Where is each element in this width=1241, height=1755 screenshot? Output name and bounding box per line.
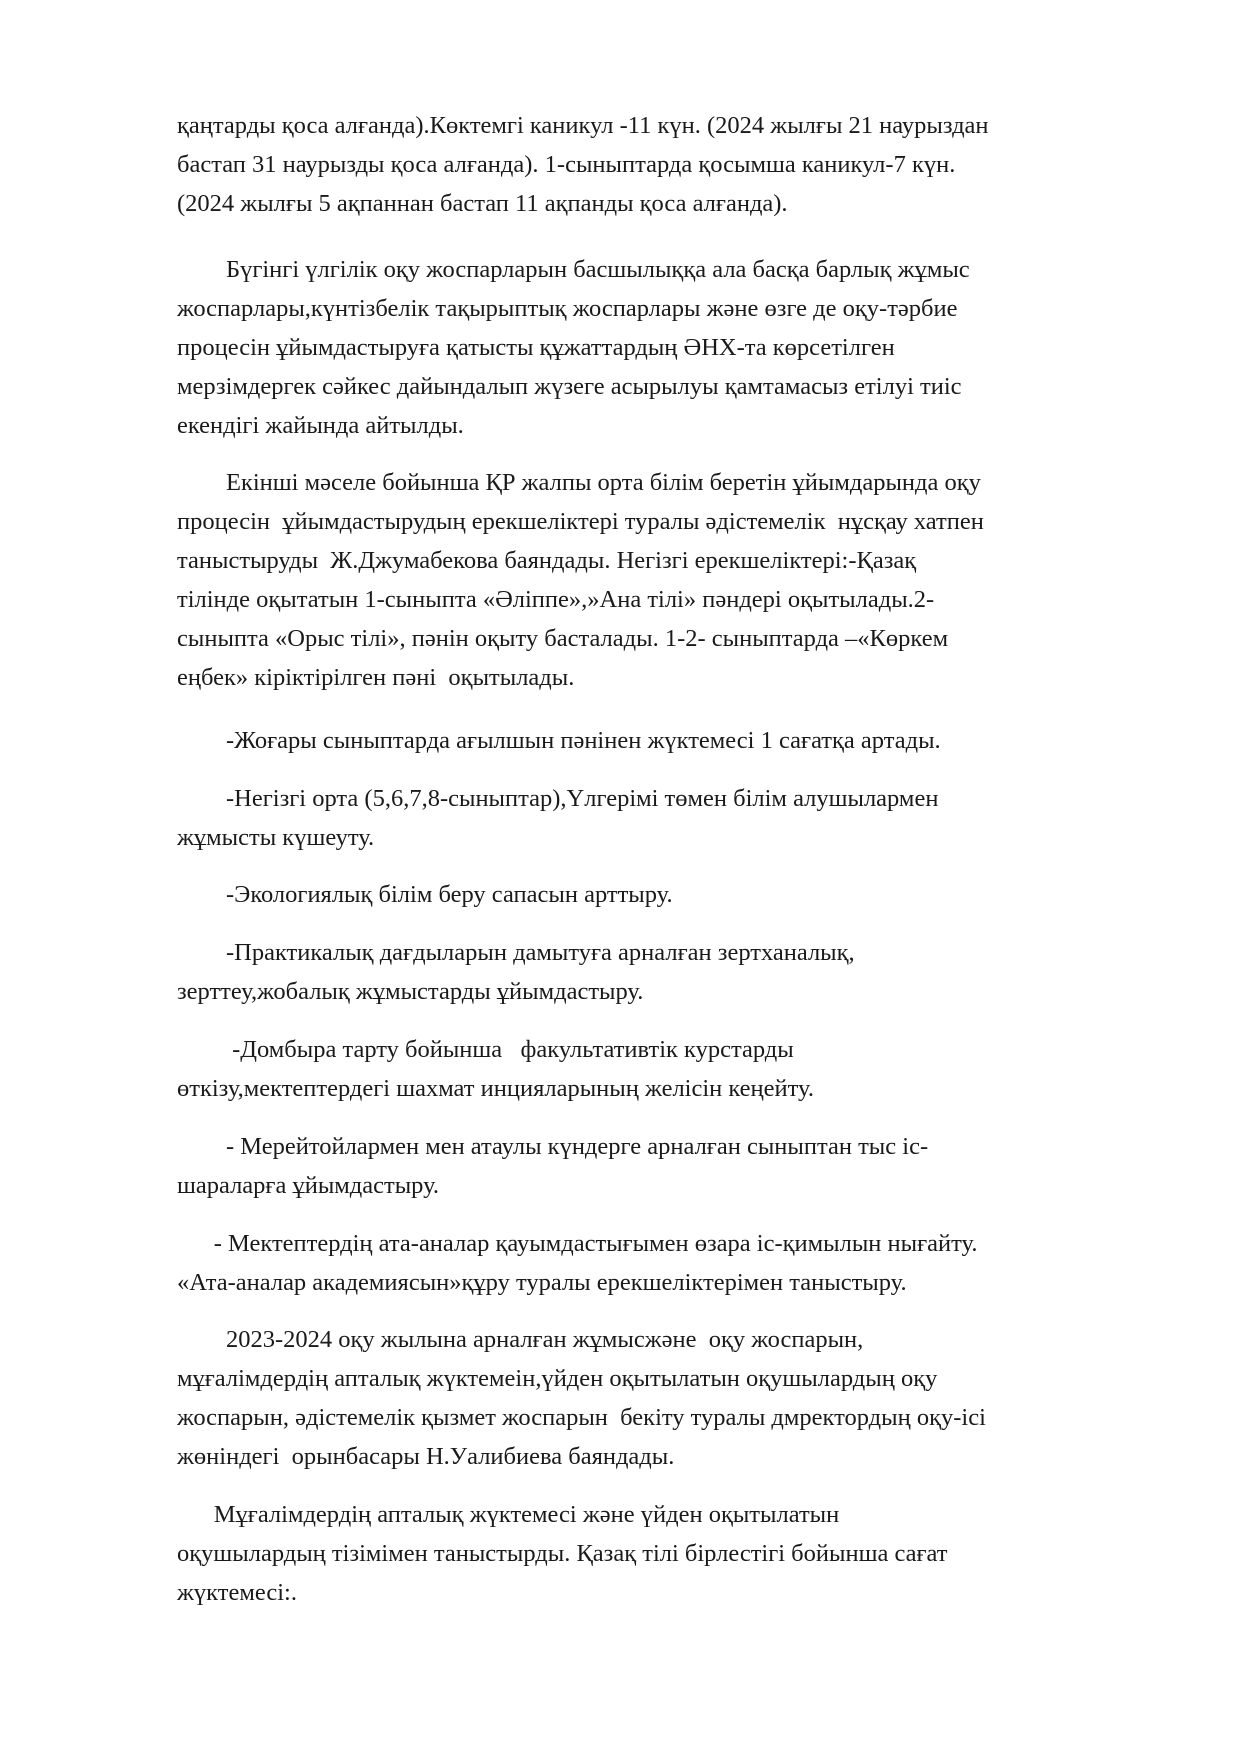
paragraph-second-issue: Екінші мәселе бойынша ҚР жалпы орта білім беретін ұйымдарында оқу процесін ұйымдастырудың ерекшеліктері туралы әдістемелік нұсқау хатпен таныстыруды Ж.Джумабекова баяндады. Негізгі ерекшеліктері:-Қазақ тілінде оқытатын 1-сыныпта «Әліппе»,»Ана тілі» пәндері оқытылады.2- сыныпта «Орыс тілі», пәнін оқыту басталады. 1-2- сыныптарда –«Көркем еңбек» кіріктірілген пәні оқытылады. — [177, 469, 984, 691]
paragraph-english-load: -Жоғары сыныптарда ағылшын пәнінен жүктемесі 1 сағатқа артады. — [177, 727, 941, 754]
paragraph-ecology: -Экологиялық білім беру сапасын арттыру. — [177, 881, 673, 908]
paragraph-practical-skills: -Практикалық дағдыларын дамытуға арналған зертханалық, зерттеу,жобалық жұмыстарды ұйымдастыру. — [177, 939, 855, 1005]
paragraph-curriculum-plans: Бүгінгі үлгілік оқу жоспарларын басшылыққа ала басқа барлық жұмыс жоспарлары,күнтізбелік тақырыптық жоспарлары және өзге де оқу-тәрбие процесін ұйымдастыруға қатысты құжаттардың ӘНХ-та көрсетілген мерзімдергек сәйкес дайындалып жүзеге асырылуы қамтамасыз етілуі тиіс екендігі жайында айтылды. — [177, 256, 970, 439]
paragraph-parent-associations: - Мектептердің ата-аналар қауымдастығымен өзара іс-қимылын нығайту. «Ата-аналар академиясын»құру туралы ерекшеліктерімен таныстыру. — [177, 1230, 978, 1296]
paragraph-anniversary-events: - Мерейтойлармен мен атаулы күндерге арналған сыныптан тыс іс- шараларға ұйымдастыру. — [177, 1133, 929, 1199]
paragraph-teacher-workload: Мұғалімдердің апталық жүктемесі және үйден оқытылатын оқушылардың тізімімен таныстырды. Қазақ тілі бірлестігі бойынша сағат жүктемесі:. — [177, 1501, 948, 1606]
paragraph-vacation-dates: қаңтарды қоса алғанда).Көктемгі каникул -11 күн. (2024 жылғы 21 наурыздан бастап 31 наурызды қоса алғанда). 1-сыныптарда қосымша каникул-7 күн. (2024 жылғы 5 ақпаннан бастап 11 ақпанды қоса алғанда). — [177, 112, 989, 217]
paragraph-work-plan-approval: 2023-2024 оқу жылына арналған жұмысжәне оқу жоспарын, мұғалімдердің апталық жүктемеін,үйден оқытылатын оқушылардың оқу жоспарын, әдістемелік қызмет жоспарын бекіту туралы дмректордың оқу-ісі жөніндегі орынбасары Н.Уалибиева баяндады. — [177, 1326, 986, 1470]
paragraph-basic-secondary: -Негізгі орта (5,6,7,8-сыныптар),Үлгерімі төмен білім алушылармен жұмысты күшеуту. — [177, 785, 939, 851]
paragraph-dombra-chess: -Домбыра тарту бойынша факультативтік курстарды өткізу,мектептердегі шахмат инцияларының желісін кеңейту. — [177, 1036, 814, 1102]
